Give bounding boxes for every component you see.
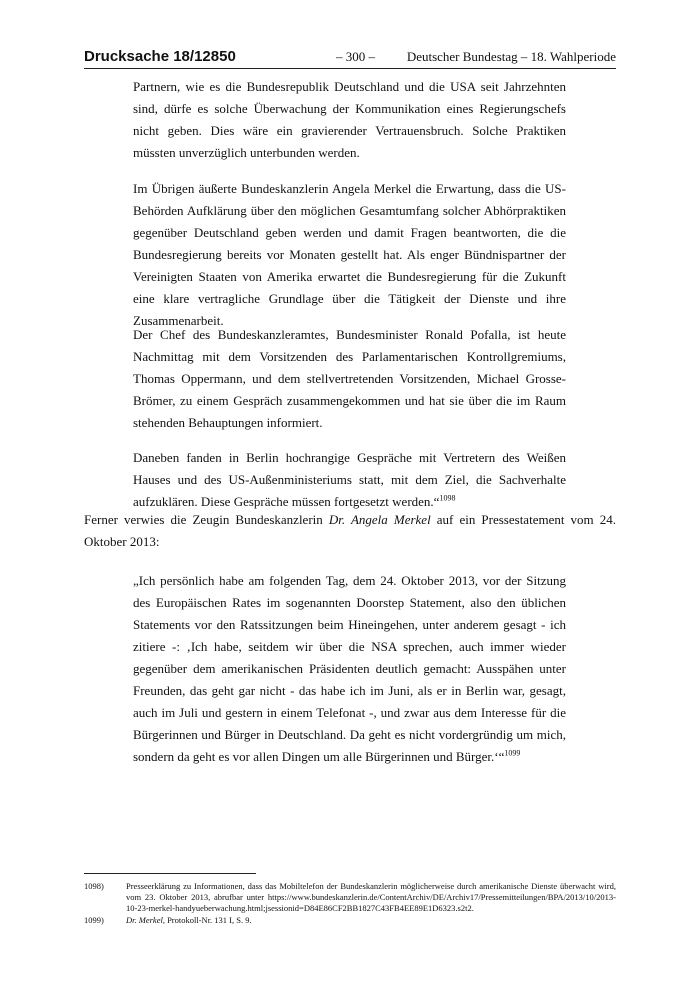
footnote-text [126,915,616,926]
footnote-author: Dr. Merkel [126,915,163,925]
quote-block-2 [133,570,566,768]
witness-name: Dr. Angela Merkel [328,512,431,527]
footnote-1098 [84,881,616,915]
quote-paragraph-1: Partnern, wie es die Bundesrepublik Deutschland und die USA seit Jahrzehnten sind, dürfe es solche Überwachung der Kommunikation eines Regierungschefs nicht geben. Dies wäre ein gravierender Vertrauensbruch. Solche Praktiken müssten unverzüglich unterbunden werden. [133,79,566,160]
quote-block-2-text: „Ich persönlich habe am folgenden Tag, dem 24. Oktober 2013, vor der Sitzung des Europäischen Rates im sogenannten Doorstep Statement, also den üblichen Statements vor den Ratssitzungen beim Hineingehen, unter anderem gesagt - ich zitiere -: ‚Ich habe, seitdem wir über die NSA sprechen, auch immer wieder gegenüber dem amerikanischen Präsidenten deutlich gemacht: Ausspähen unter Freunden, das geht gar nicht - das habe ich im Juni, als er in Berlin war, gesagt, auch im Juli und gestern in einem Telefonat -, und zwar aus dem Interesse für die Bürgerinnen und Bürger in Deutschland. Da geht es nicht vordergründig um mich, sondern da geht es vor allen Dingen um alle Bürgerinnen und Bürger.‘“ [133,573,566,764]
doc-number: 12850 [194,48,236,65]
quote-paragraph-2: Im Übrigen äußerte Bundeskanzlerin Angela Merkel die Erwartung, dass die US-Behörden Aufklärung über den möglichen Gesamtumfang solcher Abhörpraktiken gegenüber Deutschland geben werden und damit Fragen beantworten, die die Bundesregierung bereits vor Monaten gestellt hat. Als enger Bündnispartner der Vereinigten Staaten von Amerika erwartet die Bundesregierung für die Zukunft eine klare vertragliche Grundlage über die Tätigkeit der Dienste und ihre Zusammenarbeit. [133,181,566,328]
footnote-number: 1099) [84,915,104,925]
page-header [84,48,616,69]
footnote-source: , Protokoll-Nr. 131 I, S. 9. [162,915,252,925]
footnote-ref-1099: 1099 [504,748,521,758]
body-paragraph [84,509,616,553]
quote-paragraph-4-text: Daneben fanden in Berlin hochrangige Gespräche mit Vertretern des Weißen Hauses und des US-Außenministeriums statt, mit dem Ziel, die Sachverhalte aufzuklären. Diese Gespräche müssen fortgesetzt werden.“ [133,450,566,509]
intro-after: auf ein Pressestatement vom 24. Oktober 2013: [84,512,616,549]
quote-paragraph-4 [133,447,566,513]
page-number: – 300 – [336,49,375,64]
institution-label: Deutscher Bundestag – 18. Wahlperiode [406,49,616,64]
document-number [84,48,236,65]
footnote-number: 1098) [84,881,104,891]
footnote-separator [84,873,256,874]
footnote-text: Presseerklärung zu Informationen, dass das Mobiltelefon der Bundeskanzlerin möglicherweise durch amerikanische Dienste überwacht wird, vom 23. Oktober 2013, abrufbar unter https://www.bundeskanzlerin.de/ContentArchiv/DE/Archiv17/Pressemitteilungen/BPA/2013/10/2013-10-23-merkel-handyueberwachung.html;jsessionid=D84E86CF2BB1827C43FB4EE89E1D6323.s2t2. [126,881,616,913]
doc-prefix: Drucksache 18/ [84,48,195,65]
footnote-1099 [84,915,616,927]
intro-before: Ferner verwies die Zeugin Bundeskanzlerin [84,512,329,527]
footnote-ref-1098: 1098 [439,493,456,503]
quote-paragraph-3: Der Chef des Bundeskanzleramtes, Bundesminister Ronald Pofalla, ist heute Nachmittag mit dem Vorsitzenden des Parlamentarischen Kontrollgremiums, Thomas Oppermann, und dem stellvertretenden Vorsitzenden, Michael Grosse-Brömer, zu einem Gespräch zusammengekommen und hat sie über die im Raum stehenden Behauptungen informiert. [133,327,566,430]
